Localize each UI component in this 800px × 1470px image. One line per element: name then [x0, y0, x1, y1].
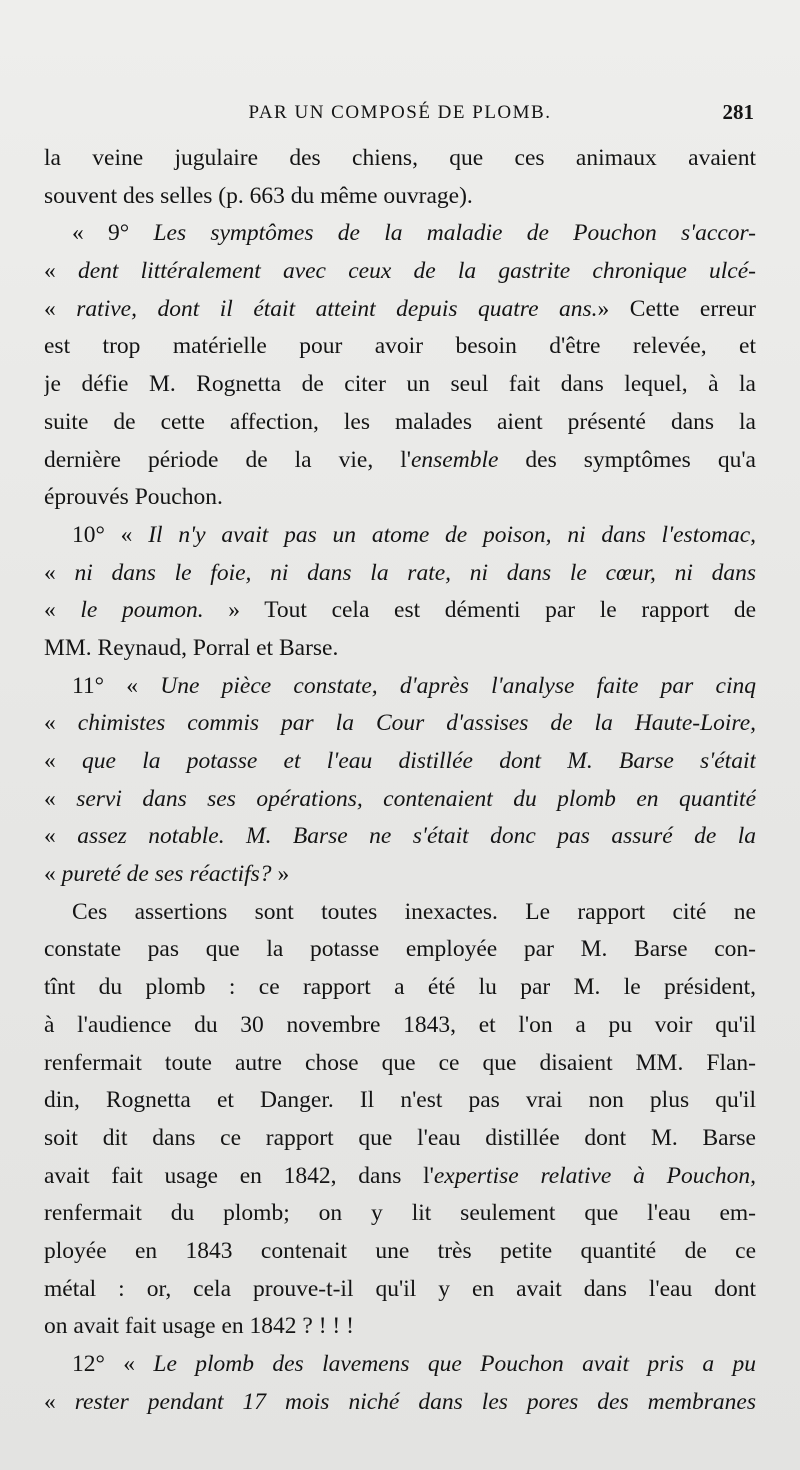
text-run: ployée en 1843 contenait une très petite quantité de ce: [44, 1237, 756, 1264]
italic-text-run: le poumon.: [80, 597, 204, 624]
text-run: «: [44, 559, 75, 586]
italic-text-run: Le plomb des lavemens que Pouchon avait pris a pu: [153, 1351, 756, 1377]
text-run: Ces assertions sont toutes inexactes. Le rapport cité ne: [72, 898, 756, 925]
text-line: [44, 479, 756, 517]
text-run: tînt du plomb : ce rapport a été lu par M. le président,: [44, 974, 756, 1001]
italic-text-run: Les symptômes de la maladie de Pouchon s'accor-: [153, 220, 756, 247]
text-line: [44, 1007, 756, 1045]
text-run: «: [44, 823, 78, 850]
text-run: » Cette erreur: [597, 295, 756, 322]
text-run: «: [44, 597, 81, 624]
italic-text-run: assez notable. M. Barse ne s'était donc pas assuré de la: [77, 823, 756, 850]
text-run: des symptômes qu'a: [498, 446, 756, 473]
text-run: on avait fait usage en 1842 ? ! ! !: [44, 1313, 354, 1340]
italic-text-run: ensemble: [410, 446, 499, 473]
text-line: [44, 818, 756, 856]
text-line: [44, 781, 756, 819]
text-line: [44, 1271, 756, 1309]
italic-text-run: Une pièce constate, d'après l'analyse faite par cinq: [160, 672, 756, 699]
text-line: [44, 328, 756, 366]
text-line: [44, 1120, 756, 1158]
text-line: [44, 215, 756, 253]
text-line: [44, 894, 756, 932]
text-run: »: [271, 861, 290, 888]
text-line: [44, 1045, 756, 1083]
text-run: est trop matérielle pour avoir besoin d'être relevée, et: [44, 333, 756, 360]
text-line: [44, 517, 756, 555]
text-run: » Tout cela est démenti par le rapport de: [203, 597, 756, 624]
text-run: 10° «: [72, 521, 149, 548]
text-run: la veine jugulaire des chiens, que ces animaux avaient: [44, 145, 756, 171]
running-title: PAR UN COMPOSÉ DE PLOMB.: [248, 102, 552, 123]
text-line: [44, 1233, 756, 1271]
italic-text-run: dent littéralement avec ceux de la gastrite chronique ulcé-: [77, 258, 756, 285]
text-line: [44, 178, 756, 216]
text-run: métal : or, cela prouve-t-il qu'il y en avait dans l'eau dont: [44, 1275, 756, 1302]
italic-text-run: servi dans ses opérations, contenaient du plomb en quantité: [76, 785, 756, 812]
running-head: [44, 98, 756, 132]
text-line: [44, 555, 756, 593]
text-line: [44, 743, 756, 781]
text-run: dernière période de la vie, l': [44, 446, 411, 473]
italic-text-run: chimistes commis par la Cour d'assises de la Haute-Loire,: [77, 710, 756, 737]
page-number: 281: [722, 100, 754, 124]
text-run: «: [44, 295, 77, 322]
text-run: suite de cette affection, les malades aient présenté dans la: [44, 408, 756, 435]
text-line: [44, 1308, 756, 1346]
text-line: [44, 1195, 756, 1233]
text-line: [44, 1346, 756, 1384]
text-line: [44, 1158, 756, 1196]
text-line: [44, 1082, 756, 1120]
text-run: «: [44, 748, 83, 774]
italic-text-run: expertise relative à Pouchon,: [433, 1162, 756, 1189]
text-run: «: [44, 861, 62, 888]
italic-text-run: Il n'y avait pas un atome de poison, ni dans l'estomac,: [148, 521, 756, 548]
text-line: [44, 140, 756, 178]
text-run: soit dit dans ce rapport que l'eau distillée dont M. Barse: [44, 1124, 756, 1151]
text-run: «: [44, 1388, 75, 1415]
text-run: constate pas que la potasse employée par M. Barse con-: [44, 936, 756, 963]
text-line: [44, 668, 756, 706]
text-line: [44, 856, 756, 894]
text-line: [44, 253, 756, 291]
text-line: [44, 931, 756, 969]
text-line: [44, 366, 756, 404]
italic-text-run: rester pendant 17 mois niché dans les pores des membranes: [74, 1388, 756, 1415]
body-text: [44, 140, 756, 1421]
text-run: renfermait du plomb; on y lit seulement que l'eau em-: [44, 1200, 756, 1227]
italic-text-run: pureté de ses réactifs?: [61, 861, 272, 888]
text-line: [44, 705, 756, 743]
text-run: je défie M. Rognetta de citer un seul fait dans lequel, à la: [44, 371, 756, 398]
text-run: « 9°: [72, 220, 154, 247]
text-run: «: [44, 710, 78, 737]
text-line: [44, 1384, 756, 1422]
text-line: [44, 291, 756, 329]
italic-text-run: que la potasse et l'eau distillée dont M. Barse s'était: [82, 748, 756, 774]
text-line: [44, 969, 756, 1007]
italic-text-run: ni dans le foie, ni dans la rate, ni dans le cœur, ni dans: [74, 559, 756, 586]
text-run: 11° «: [72, 672, 161, 699]
text-run: renfermait toute autre chose que ce que disaient MM. Flan-: [44, 1049, 756, 1076]
text-run: à l'audience du 30 novembre 1843, et l'on a pu voir qu'il: [44, 1011, 756, 1038]
text-line: [44, 442, 756, 480]
text-run: «: [44, 785, 77, 812]
text-run: éprouvés Pouchon.: [44, 484, 223, 511]
text-run: 12° «: [72, 1351, 154, 1377]
text-run: MM. Reynaud, Porral et Barse.: [44, 634, 339, 661]
text-run: souvent des selles (p. 663 du même ouvrage).: [44, 182, 473, 209]
text-line: [44, 404, 756, 442]
text-run: avait fait usage en 1842, dans l': [44, 1162, 434, 1189]
text-line: [44, 592, 756, 630]
text-run: din, Rognetta et Danger. Il n'est pas vrai non plus qu'il: [44, 1087, 756, 1114]
text-line: [44, 630, 756, 668]
text-run: «: [44, 258, 78, 285]
italic-text-run: rative, dont il était atteint depuis quatre ans.: [76, 295, 598, 322]
